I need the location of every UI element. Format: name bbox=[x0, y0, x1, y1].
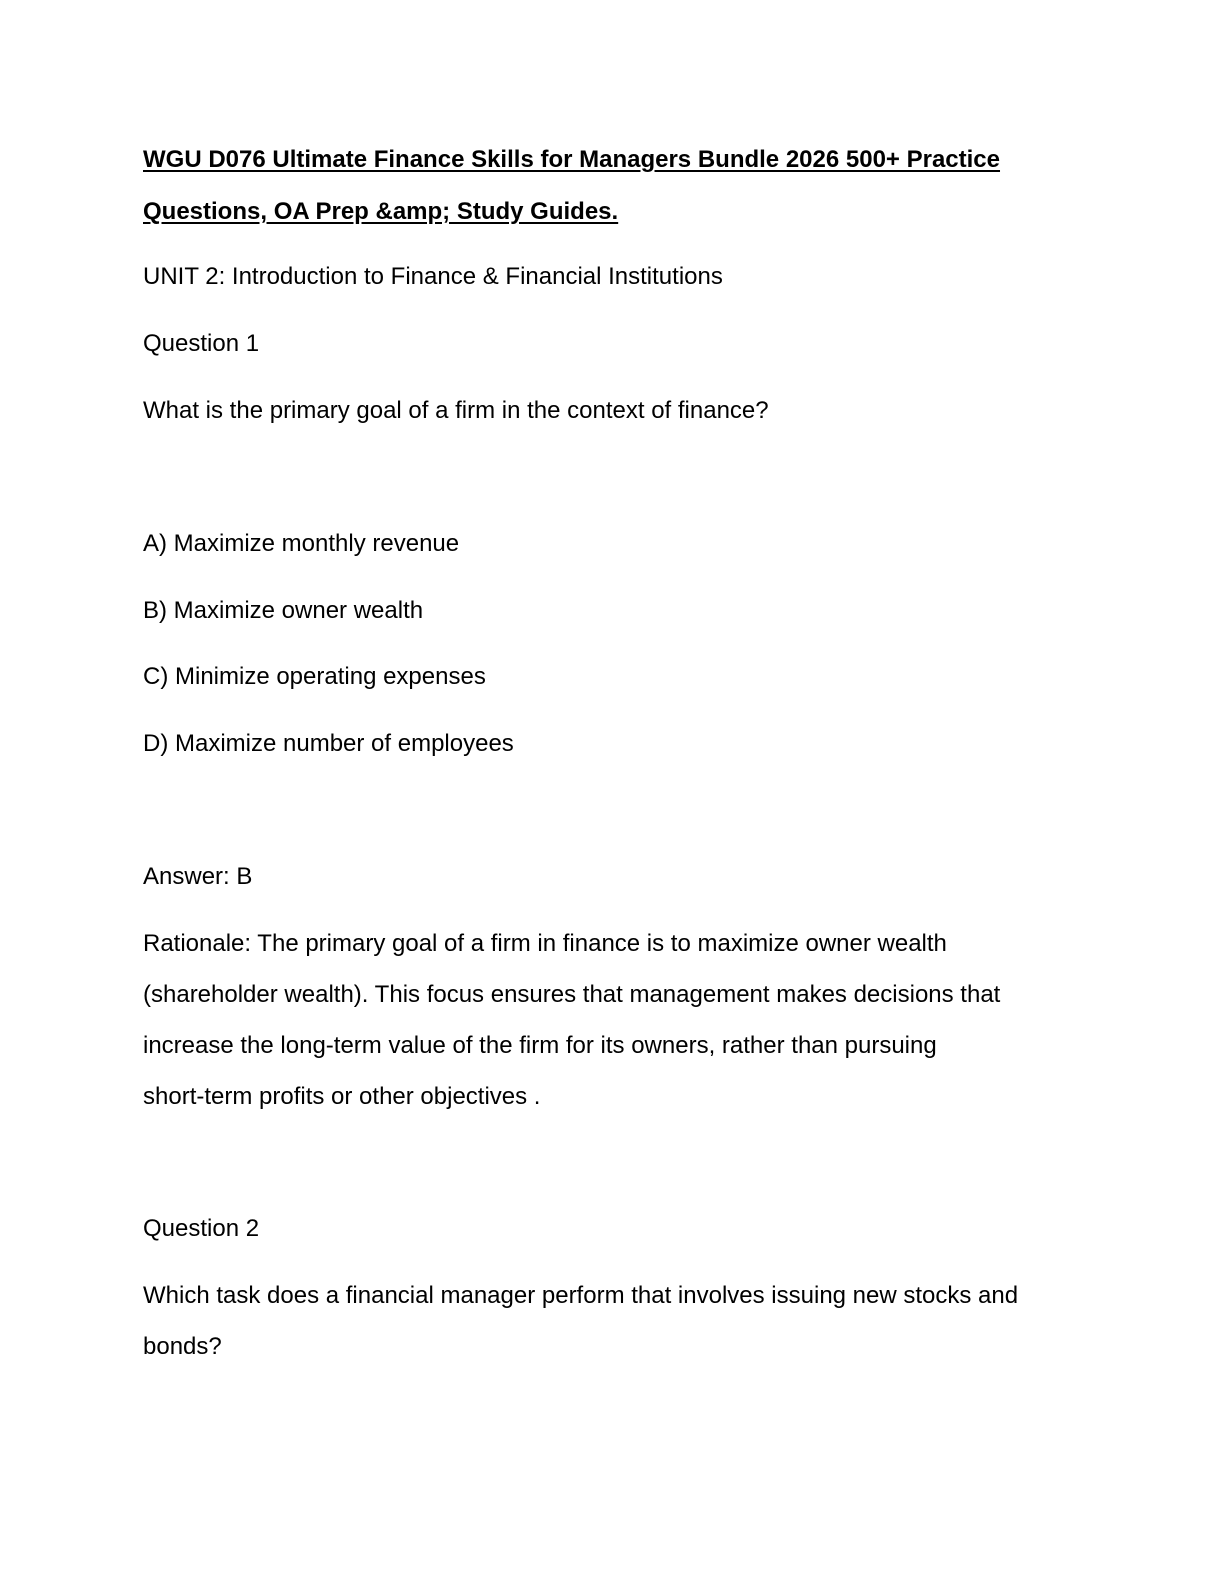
document-title-line-1: WGU D076 Ultimate Finance Skills for Managers Bundle 2026 500+ Practice bbox=[143, 146, 1001, 173]
question-1-option-d: D) Maximize number of employees bbox=[143, 730, 514, 757]
question-1-answer: Answer: B bbox=[143, 863, 253, 890]
question-1-prompt: What is the primary goal of a firm in the context of finance? bbox=[143, 397, 769, 424]
question-1-option-a: A) Maximize monthly revenue bbox=[143, 530, 460, 557]
question-2-prompt-line: bonds? bbox=[143, 1333, 222, 1360]
document-title-line-2: Questions, OA Prep &amp; Study Guides. bbox=[143, 198, 619, 225]
question-1-option-b: B) Maximize owner wealth bbox=[143, 597, 424, 624]
question-2-label: Question 2 bbox=[143, 1215, 260, 1242]
question-1-rationale-line: short-term profits or other objectives . bbox=[143, 1083, 541, 1110]
question-2-prompt-line: Which task does a financial manager perform that involves issuing new stocks and bbox=[143, 1282, 1019, 1309]
question-1-label: Question 1 bbox=[143, 330, 260, 357]
question-1-rationale-line: (shareholder wealth). This focus ensures that management makes decisions that bbox=[143, 981, 1001, 1008]
unit-heading: UNIT 2: Introduction to Finance & Financial Institutions bbox=[143, 263, 723, 290]
question-1-rationale-line: Rationale: The primary goal of a firm in finance is to maximize owner wealth bbox=[143, 930, 947, 957]
question-1-option-c: C) Minimize operating expenses bbox=[143, 663, 486, 690]
question-1-rationale-line: increase the long-term value of the firm for its owners, rather than pursuing bbox=[143, 1032, 937, 1059]
